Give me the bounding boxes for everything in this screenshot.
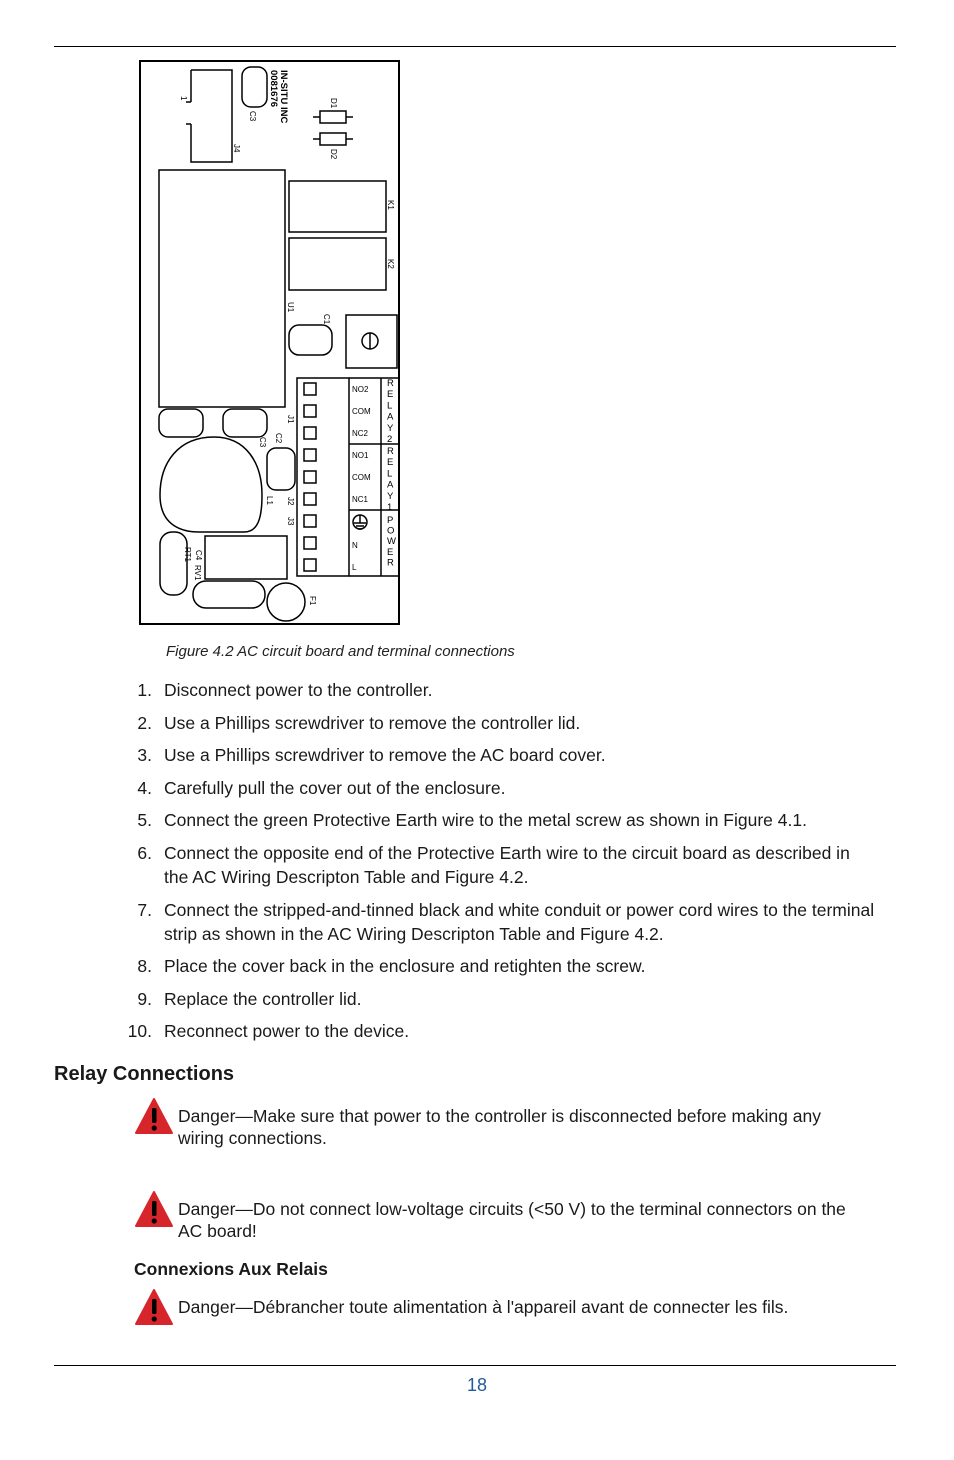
relay2-vertical-letter: R <box>387 378 394 389</box>
step-text: Reconnect power to the device. <box>164 1021 410 1042</box>
step-text: Connect the green Protective Earth wire to the metal screw as shown in Figure 4.1. <box>164 810 807 831</box>
step-item <box>118 898 878 946</box>
label-d1: D1 <box>329 98 338 109</box>
board-maker-label: IN-SITU INC <box>278 70 289 124</box>
power-vertical-letter: W <box>387 536 396 548</box>
page-number: 18 <box>466 1375 488 1395</box>
step-item <box>118 711 878 735</box>
relay2-vertical-letter: L <box>387 400 393 412</box>
power-vertical-letter: E <box>387 546 394 558</box>
step-number: 7. <box>137 899 152 920</box>
step-text: Connect the stripped-and-tinned black and white conduit or power cord wires to the terminal strip as shown in the AC Wiring Descripton Table and Figure 4.2. <box>164 899 875 944</box>
label-c3-mid: C3 <box>258 437 267 448</box>
step-text: Replace the controller lid. <box>164 988 362 1009</box>
relay1-vertical-letter: L <box>387 468 393 480</box>
relay1-vertical-letter: 1 <box>387 502 393 513</box>
danger-note-2-text: Danger—Do not connect low-voltage circuits (<50 V) to the terminal connectors on the AC board! <box>178 1199 846 1241</box>
label-c4: C4 <box>194 550 203 561</box>
relay2-vertical-letter: 2 <box>387 434 393 445</box>
header-rule <box>54 46 896 47</box>
label-rt1: RT1 <box>183 547 192 562</box>
terminal-label: COM <box>352 407 371 416</box>
label-l1: L1 <box>265 496 274 505</box>
power-vertical-letter: O <box>387 525 395 537</box>
terminal-screw <box>304 383 316 395</box>
label-j3: J3 <box>286 517 295 526</box>
relay2-vertical-letter: Y <box>387 422 394 434</box>
terminal-screw <box>304 515 316 527</box>
step-number: 9. <box>137 988 152 1009</box>
warning-triangle-icon <box>134 1097 174 1137</box>
relay2-vertical-letter: A <box>387 411 394 423</box>
terminal-screw <box>304 559 316 571</box>
terminal-label: NO2 <box>352 385 369 394</box>
subheading: Connexions Aux Relais <box>134 1259 328 1279</box>
ac-circuit-board-figure <box>138 58 402 628</box>
figure-caption: Figure 4.2 AC circuit board and terminal connections <box>166 643 515 660</box>
danger-note-3-text: Danger—Débrancher toute alimentation à l'appareil avant de connecter les fils. <box>178 1297 789 1317</box>
terminal-label: N <box>352 541 358 550</box>
terminal-label: L <box>352 563 357 572</box>
step-item <box>118 841 878 889</box>
label-c3-top: C3 <box>248 111 257 122</box>
label-f1: F1 <box>308 596 317 606</box>
step-text: Carefully pull the cover out of the enclosure. <box>164 777 506 798</box>
step-number: 4. <box>137 777 152 798</box>
step-number: 1. <box>137 680 152 700</box>
label-d2: D2 <box>329 149 338 160</box>
step-item <box>118 987 878 1011</box>
terminal-screw <box>304 537 316 549</box>
warning-triangle-icon <box>134 1190 174 1230</box>
step-text: Connect the opposite end of the Protective Earth wire to the circuit board as described in the AC Wiring Descripton Table and Figure 4.2. <box>164 842 850 887</box>
danger-note-2 <box>134 1198 854 1242</box>
label-j1: J1 <box>286 415 295 424</box>
step-item <box>118 678 878 702</box>
terminal-label: NO1 <box>352 451 369 460</box>
step-number: 8. <box>137 956 152 977</box>
terminal-screw <box>304 405 316 417</box>
relay1-vertical-letter: E <box>387 457 394 469</box>
power-vertical-letter: R <box>387 557 394 569</box>
step-text: Use a Phillips screwdriver to remove the controller lid. <box>164 712 581 733</box>
step-item <box>118 743 878 767</box>
terminal-label: NC1 <box>352 495 369 504</box>
terminal-screw <box>304 471 316 483</box>
label-k1: K1 <box>386 200 395 210</box>
step-text: Disconnect power to the controller. <box>164 680 433 700</box>
terminal-screw <box>304 449 316 461</box>
step-text: Place the cover back in the enclosure and retighten the screw. <box>164 956 646 977</box>
section-heading: Relay Connections <box>54 1063 235 1085</box>
terminal-screw <box>304 427 316 439</box>
step-number: 5. <box>137 810 152 831</box>
step-item <box>118 1019 878 1043</box>
label-k2: K2 <box>386 259 395 269</box>
step-number: 3. <box>137 745 152 766</box>
danger-note-1 <box>134 1105 854 1149</box>
board-part-label: 0081676 <box>268 70 279 107</box>
terminal-label: COM <box>352 473 371 482</box>
step-number: 2. <box>137 712 152 733</box>
step-item <box>118 808 878 832</box>
relay1-vertical-letter: A <box>387 479 394 491</box>
relay2-vertical-letter: E <box>387 389 394 401</box>
label-j2: J2 <box>286 497 295 506</box>
relay1-vertical-letter: Y <box>387 490 394 502</box>
step-number: 6. <box>137 842 152 863</box>
label-c2: C2 <box>274 433 283 444</box>
label-u1: U1 <box>286 302 295 313</box>
warning-triangle-icon <box>134 1288 174 1328</box>
relay1-vertical-letter: R <box>387 446 394 457</box>
procedure-steps <box>118 678 878 1052</box>
step-number: 10. <box>127 1021 152 1042</box>
label-pin-1: 1 <box>179 96 188 101</box>
label-c1: C1 <box>322 314 331 325</box>
danger-note-1-text: Danger—Make sure that power to the controller is disconnected before making any wiring connections. <box>178 1106 821 1148</box>
terminal-label: NC2 <box>352 429 369 438</box>
label-rv1: RV1 <box>193 565 202 581</box>
danger-note-3 <box>134 1296 854 1328</box>
step-item <box>118 776 878 800</box>
label-j4: J4 <box>232 144 241 153</box>
terminal-screw <box>304 493 316 505</box>
footer-rule <box>54 1365 896 1366</box>
step-item <box>118 954 878 978</box>
step-text: Use a Phillips screwdriver to remove the AC board cover. <box>164 745 606 766</box>
power-vertical-letter: P <box>387 515 394 526</box>
